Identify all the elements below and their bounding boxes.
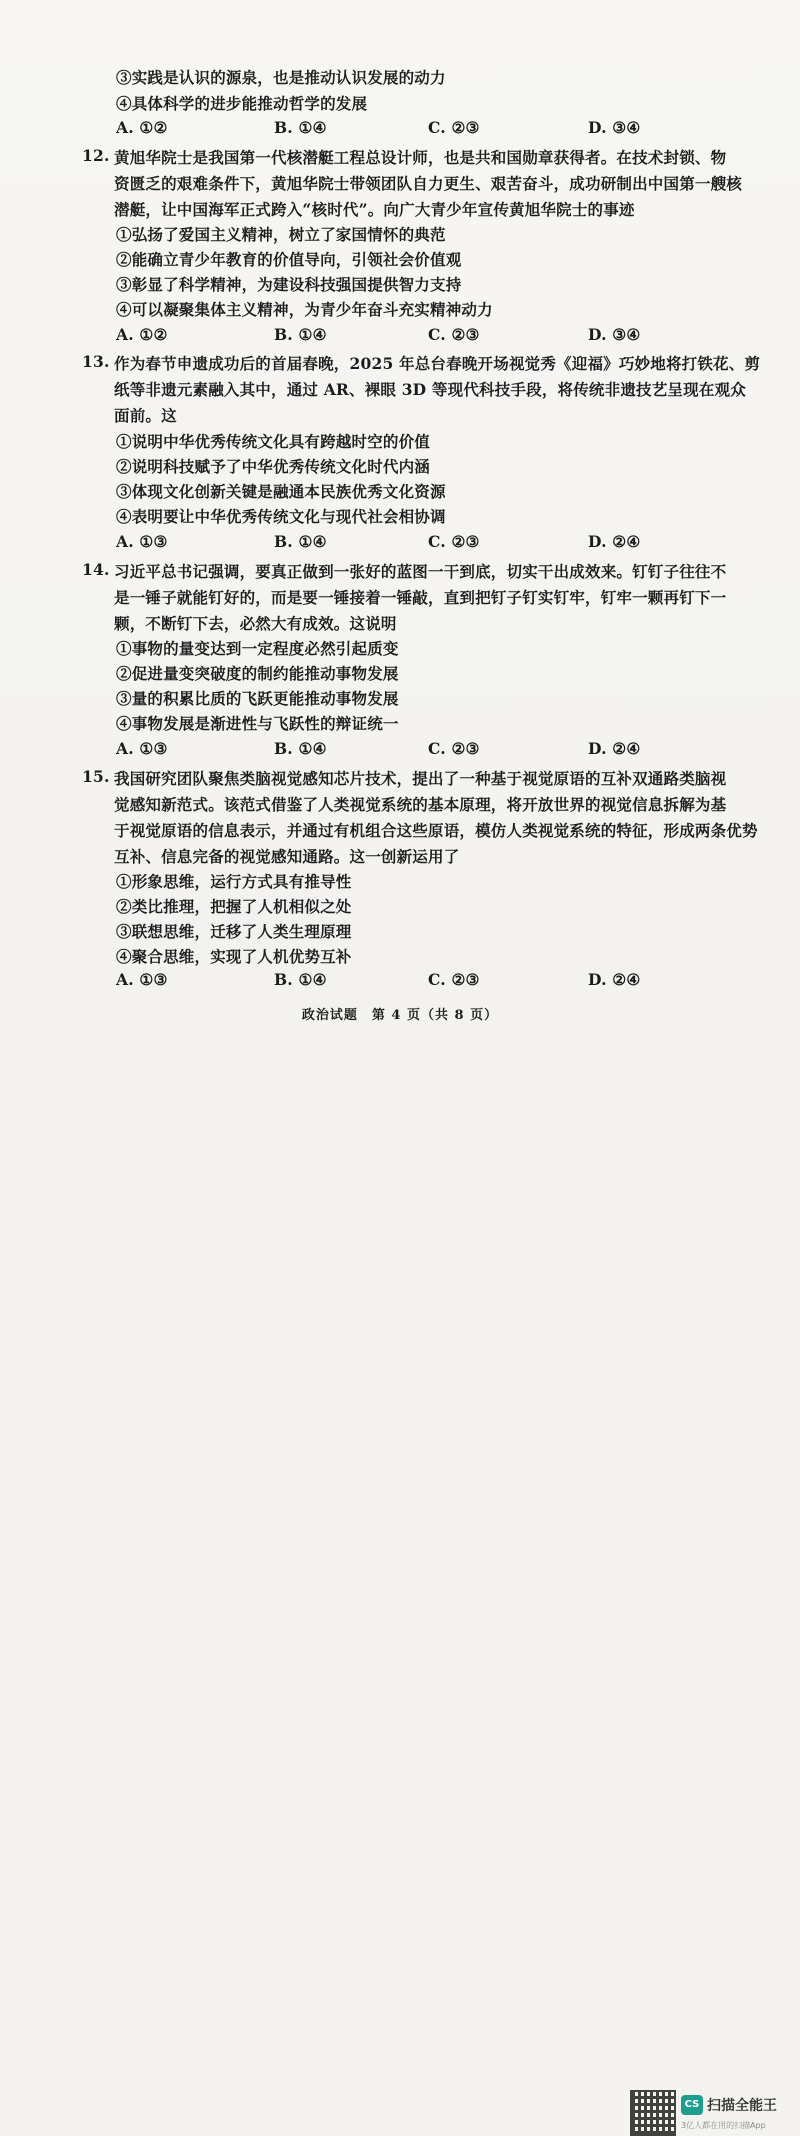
q15-choice-b: B. ①④ [274,970,327,989]
q14-choice-c: C. ②③ [428,739,480,758]
q12-option-4: ④可以凝聚集体主义精神，为青少年奋斗充实精神动力 [116,300,493,319]
q13-option-4: ④表明要让中华优秀传统文化与现代社会相协调 [116,507,446,526]
q15-stem-line-3: 于视觉原语的信息表示，并通过有机组合这些原语，模仿人类视觉系统的特征，形成两条优势 [114,821,758,840]
q14-choice-b: B. ①④ [274,739,327,758]
q11-choice-a: A. ①② [116,118,168,137]
qr-code-icon [630,2090,676,2136]
q14-choice-a: A. ①③ [116,739,168,758]
q13-number: 13. [82,352,110,371]
q12-stem-line-2: 资匮乏的艰难条件下，黄旭华院士带领团队自力更生、艰苦奋斗，成功研制出中国第一艘核 [114,174,743,193]
q14-choice-d: D. ②④ [588,739,641,758]
q12-choice-d: D. ③④ [588,325,641,344]
q12-option-1: ①弘扬了爱国主义精神，树立了家国情怀的典范 [116,225,446,244]
q14-stem-line-1: 14. 习近平总书记强调，要真正做到一张好的蓝图一干到底，切实干出成效来。钉钉子往往不 [82,560,727,581]
q13-option-1: ①说明中华优秀传统文化具有跨越时空的价值 [116,432,431,451]
q15-choice-a: A. ①③ [116,970,168,989]
q13-choice-c: C. ②③ [428,532,480,551]
q11-choice-c: C. ②③ [428,118,480,137]
q12-option-2: ②能确立青少年教育的价值导向，引领社会价值观 [116,250,462,269]
q12-choice-b: B. ①④ [274,325,327,344]
q14-option-2: ②促进量变突破度的制约能推动事物发展 [116,664,399,683]
camscanner-subtitle: 3亿人都在用的扫描App [681,2121,766,2130]
q13-choice-d: D. ②④ [588,532,641,551]
q15-stem-line-1: 15. 我国研究团队聚焦类脑视觉感知芯片技术，提出了一种基于视觉原语的互补双通路类脑视 [82,767,727,788]
q11-option-4: ④具体科学的进步能推动哲学的发展 [116,94,368,113]
exam-page [0,0,800,1040]
q15-number: 15. [82,767,110,786]
q13-stem-line-3: 面前。这 [114,406,177,425]
q15-choice-d: D. ②④ [588,970,641,989]
q13-stem-line-1: 13. 作为春节申遗成功后的首届春晚，2025 年总台春晚开场视觉秀《迎福》巧妙地将打铁花、剪 [82,352,761,373]
q15-option-4: ④聚合思维，实现了人机优势互补 [116,947,352,966]
q15-option-1: ①形象思维，运行方式具有推导性 [116,872,352,891]
q14-stem-line-3: 颗，不断钉下去，必然大有成效。这说明 [114,614,397,633]
q11-choice-b: B. ①④ [274,118,327,137]
q15-option-3: ③联想思维，迁移了人类生理原理 [116,922,352,941]
q12-stem-line-1: 12. 黄旭华院士是我国第一代核潜艇工程总设计师，也是共和国勋章获得者。在技术封锁、物 [82,146,727,167]
q13-option-3: ③体现文化创新关键是融通本民族优秀文化资源 [116,482,446,501]
q12-number: 12. [82,146,110,165]
q12-option-3: ③彰显了科学精神，为建设科技强国提供智力支持 [116,275,462,294]
q15-stem-line-2: 觉感知新范式。该范式借鉴了人类视觉系统的基本原理，将开放世界的视觉信息拆解为基 [114,795,727,814]
q15-option-2: ②类比推理，把握了人机相似之处 [116,897,352,916]
q13-option-2: ②说明科技赋予了中华优秀传统文化时代内涵 [116,457,431,476]
page-footer: 政治试题 第 4 页（共 8 页） [301,1008,499,1023]
q12-stem-line-3: 潜艇，让中国海军正式跨入“核时代”。向广大青少年宣传黄旭华院士的事迹 [114,200,635,219]
q15-stem-line-4: 互补、信息完备的视觉感知通路。这一创新运用了 [114,847,460,866]
q13-stem-line-2: 纸等非遗元素融入其中，通过 AR、裸眼 3D 等现代科技手段，将传统非遗技艺呈现在观众 [114,380,746,399]
camscanner-logo: CS [681,2095,703,2115]
q12-choice-a: A. ①② [116,325,168,344]
q15-choice-c: C. ②③ [428,970,480,989]
q11-choice-d: D. ③④ [588,118,641,137]
q14-number: 14. [82,560,110,579]
q14-option-1: ①事物的量变达到一定程度必然引起质变 [116,639,399,658]
q13-choice-b: B. ①④ [274,532,327,551]
q14-option-3: ③量的积累比质的飞跃更能推动事物发展 [116,689,399,708]
camscanner-name: 扫描全能王 [707,2098,777,2114]
q14-stem-line-2: 是一锤子就能钉好的，而是要一锤接着一锤敲，直到把钉子钉实钉牢，钉牢一颗再钉下一 [114,588,727,607]
q12-choice-c: C. ②③ [428,325,480,344]
q14-option-4: ④事物发展是渐进性与飞跃性的辩证统一 [116,714,399,733]
q13-choice-a: A. ①③ [116,532,168,551]
scanner-watermark-strip [0,1040,800,2130]
q11-option-3: ③实践是认识的源泉，也是推动认识发展的动力 [116,68,446,87]
